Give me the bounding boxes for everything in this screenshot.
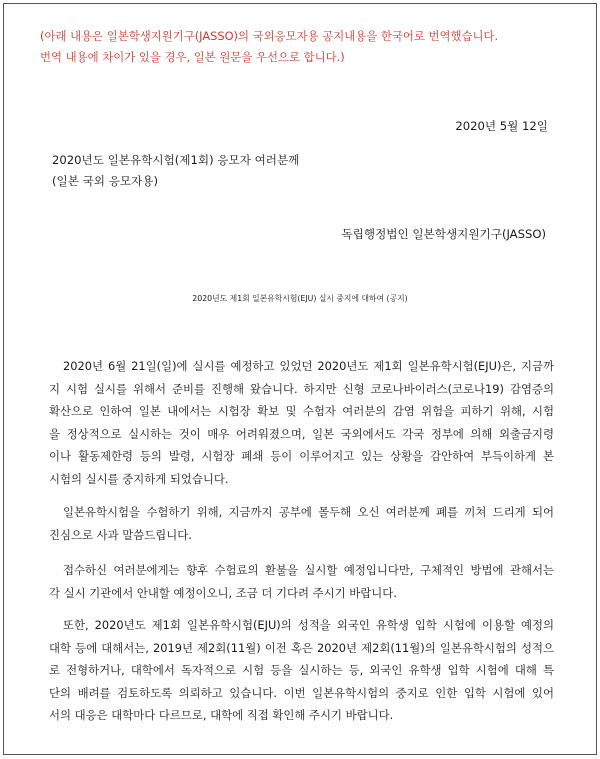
recipient-block (52, 150, 299, 192)
paragraph-university-admission (49, 614, 554, 727)
paragraph-line: 진심으로 사과 말씀드립니다. (49, 527, 192, 542)
document-date: 2020년 5월 12일 (455, 119, 548, 133)
paragraph-line: 이나 활동제한령 등의 발령, 시험장 폐쇄 등이 이루어지고 있는 상황을 감안하여 부득이하게 본 (49, 449, 554, 464)
paragraph-refund (49, 559, 554, 604)
paragraph-line: 2020년 6월 21일(일)에 실시를 예정하고 있었던 2020년도 제1회 일본유학시험(EJU)은, 지금까 (63, 359, 554, 373)
paragraph-cancellation (49, 355, 554, 491)
paragraph-line: 시험의 실시를 중지하게 되었습니다. (49, 471, 229, 486)
recipient-line: 2020년도 일본유학시험(제1회) 응모자 여러분께 (52, 153, 300, 167)
paragraph-line: 또한, 2020년도 제1회 일본유학시험(EJU)의 성적을 외국인 유학생 입학 시험에 이용할 예정의 (63, 618, 554, 632)
translation-notice (40, 26, 560, 68)
paragraph-apology (49, 501, 554, 546)
notice-document (3, 3, 597, 755)
translation-notice-line: (아래 내용은 일본학생지원기구(JASSO)의 국외응모자용 공지내용을 한국어로 번역했습니다. (40, 29, 499, 43)
paragraph-line: 접수하신 여러분에게는 향후 수험료의 환불을 실시할 예정입니다만, 구체적인 방법에 관해서는 (63, 563, 554, 577)
recipient-line: (일본 국외 응모자용) (52, 174, 159, 188)
paragraph-line: 확산으로 인하여 일본 내에서는 시험장 확보 및 수험자 여러분의 감염 위험을 피하기 위해, 시험 (49, 404, 554, 419)
paragraph-line: 단의 배려를 검토하도록 의뢰하고 있습니다. 이번 일본유학시험의 중지로 인한 입학 시험에 있어 (49, 685, 554, 700)
sender-organization: 독립행정법인 일본학생지원기구(JASSO) (341, 227, 546, 241)
paragraph-line: 을 정상적으로 실시하는 것이 매우 어려워졌으며, 일본 국외에서도 각국 정부에 의해 외출금지령 (49, 426, 554, 441)
translation-notice-line: 번역 내용에 차이가 있을 경우, 일본 원문을 우선으로 합니다.) (40, 50, 345, 64)
document-title: 2020년도 제1회 일본유학시험(EJU) 실시 중지에 대하여 (공지) (192, 294, 408, 303)
paragraph-line: 서의 대응은 대학마다 다르므로, 대학에 직접 확인해 주시기 바랍니다. (49, 708, 394, 723)
paragraph-line: 지 시험 실시를 위해서 준비를 진행해 왔습니다. 하지만 신형 코로나바이러스(코로나19) 감염증의 (49, 381, 554, 396)
paragraph-line: 대학 등에 대해서는, 2019년 제2회(11월) 이전 혹은 2020년 제2회(11월)의 일본유학시험의 성적으 (49, 640, 554, 655)
paragraph-line: 각 실시 기관에서 안내할 예정이오니, 조금 더 기다려 주시기 바랍니다. (49, 585, 397, 600)
paragraph-line: 로 전형하거나, 대학에서 독자적으로 시험 등을 실시하는 등, 외국인 유학생 입학 시험에 대해 특 (49, 663, 554, 678)
paragraph-line: 일본유학시험을 수험하기 위해, 지금까지 공부에 몰두해 오신 여러분께 폐를 끼쳐 드리게 되어 (63, 505, 554, 519)
